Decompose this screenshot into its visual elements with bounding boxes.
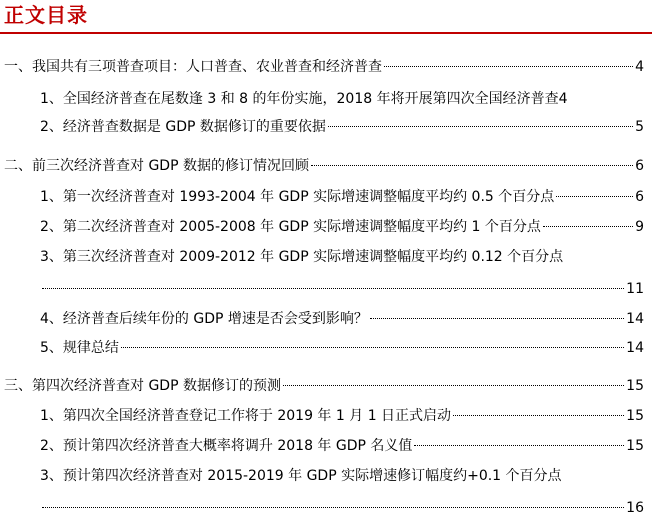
toc-page-number: 4 [558,91,568,107]
toc-entry-text: 5、规律总结 [40,340,119,356]
toc-page-number: 6 [635,158,644,174]
toc-entry-text: 1、第四次全国经济普查登记工作将于 2019 年 1 月 1 日正式启动 [40,408,452,424]
title-divider [0,32,652,34]
dot-leader [328,125,633,127]
toc-entry-text: 1、全国经济普查在尾数逢 3 和 8 的年份实施，2018 年将开展第四次全国经济普查 [40,91,559,107]
toc-page-number: 11 [626,281,644,297]
toc-entry-3-3-continuation[interactable] [0,497,652,519]
dot-leader [283,384,624,386]
toc-entry-text: 一、我国共有三项普查项目：人口普查、农业普查和经济普查 [4,59,382,75]
toc-page-number: 15 [626,408,644,424]
toc-entry-text: 3、预计第四次经济普查对 2015-2019 年 GDP 实际增速修订幅度约+0.1 个百分点 [40,468,562,484]
toc-entry-text: 4、经济普查后续年份的 GDP 增速是否会受到影响？ [40,311,368,327]
toc-entry-2-5[interactable] [0,337,652,359]
dot-leader [414,444,624,446]
toc-page-number: 14 [626,311,644,327]
toc-entry-text: 2、经济普查数据是 GDP 数据修订的重要依据 [40,119,326,135]
toc-page-number: 9 [635,219,644,235]
toc-entry-text: 2、第二次经济普查对 2005-2008 年 GDP 实际增速调整幅度平均约 1 个百分点 [40,219,541,235]
toc-entry-1-1[interactable] [0,88,652,110]
toc-entry-3-2[interactable] [0,435,652,457]
dot-leader [370,317,624,319]
toc-page-number: 14 [626,340,644,356]
toc-entry-text: 1、第一次经济普查对 1993-2004 年 GDP 实际增速调整幅度平均约 0.5 个百分点 [40,189,555,205]
toc-entry-text: 二、前三次经济普查对 GDP 数据的修订情况回顾 [4,158,309,174]
toc-page-number: 5 [635,119,644,135]
toc-entry-2-1[interactable] [0,186,652,208]
toc-entry-section-3[interactable] [0,375,652,397]
toc-page-number: 6 [635,189,644,205]
toc-page-number: 15 [626,378,644,394]
toc-page-number: 16 [626,500,644,516]
toc-entry-2-2[interactable] [0,216,652,238]
toc-entry-text: 2、预计第四次经济普查大概率将调升 2018 年 GDP 名义值 [40,438,413,454]
toc-entry-3-3[interactable] [0,465,652,487]
toc-entry-section-1[interactable] [0,56,652,78]
dot-leader [42,287,624,289]
dot-leader [556,195,633,197]
toc-title: 正文目录 [4,3,88,27]
toc-page-number: 4 [635,59,644,75]
dot-leader [121,346,624,348]
toc-page-number: 15 [626,438,644,454]
toc-entry-1-2[interactable] [0,116,652,138]
toc-entry-2-4[interactable] [0,308,652,330]
dot-leader [543,225,633,227]
dot-leader [453,414,624,416]
toc-entry-3-1[interactable] [0,405,652,427]
toc-entry-section-2[interactable] [0,155,652,177]
toc-entry-text: 3、第三次经济普查对 2009-2012 年 GDP 实际增速调整幅度平均约 0.12 个百分点 [40,249,564,265]
toc-entry-2-3-continuation[interactable] [0,278,652,300]
toc-entry-text: 三、第四次经济普查对 GDP 数据修订的预测 [4,378,281,394]
dot-leader [384,65,633,67]
dot-leader [42,506,624,508]
dot-leader [311,164,633,166]
toc-entry-2-3[interactable] [0,246,652,268]
